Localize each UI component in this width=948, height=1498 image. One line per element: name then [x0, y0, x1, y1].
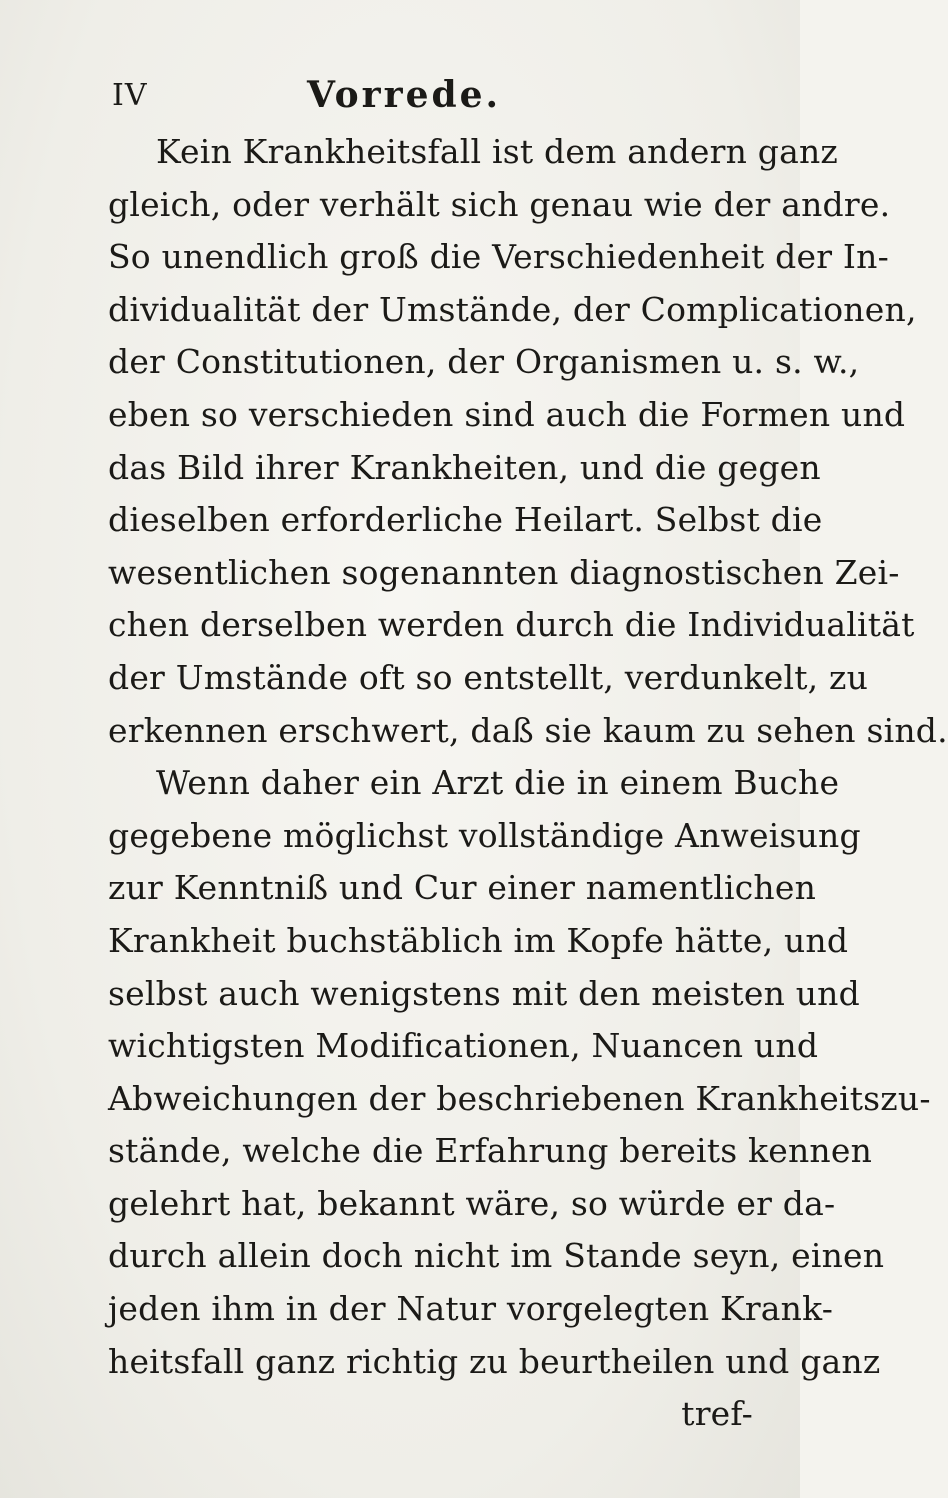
- text-line: selbst auch wenigstens mit den meisten und: [108, 973, 860, 1013]
- text-line: dividualität der Umstände, der Complicationen,: [108, 289, 917, 329]
- text-line: das Bild ihrer Krankheiten, und die gegen: [108, 447, 821, 487]
- text-line: gleich, oder verhält sich genau wie der andre.: [108, 184, 891, 224]
- text-line: So unendlich groß die Verschiedenheit der In-: [108, 237, 889, 277]
- page-number: IV: [112, 78, 148, 113]
- text-line: Kein Krankheitsfall ist dem andern ganz: [156, 132, 838, 171]
- text-line: heitsfall ganz richtig zu beurtheilen und ganz: [108, 1341, 881, 1381]
- text-line: zur Kenntniß und Cur einer namentlichen: [108, 868, 817, 908]
- text-line: eben so verschieden sind auch die Formen und: [108, 394, 906, 434]
- text-line: chen derselben werden durch die Individualität: [108, 605, 915, 645]
- text-line: stände, welche die Erfahrung bereits kennen: [108, 1131, 873, 1171]
- text-line: Wenn daher ein Arzt die in einem Buche: [156, 763, 840, 803]
- text-line: wichtigsten Modificationen, Nuancen und: [108, 1026, 819, 1066]
- text-line: gelehrt hat, bekannt wäre, so würde er da-: [108, 1183, 836, 1223]
- text-line: Krankheit buchstäblich im Kopfe hätte, und: [108, 920, 849, 960]
- text-line: der Umstände oft so entstellt, verdunkelt, zu: [108, 657, 869, 697]
- body-text: [108, 126, 948, 1441]
- running-title: Vorrede.: [307, 74, 502, 116]
- text-line: Abweichungen der beschriebenen Krankheitszu-: [108, 1078, 931, 1118]
- page-header: [112, 74, 772, 128]
- text-line: gegebene möglichst vollständige Anweisung: [108, 815, 861, 855]
- text-line: der Constitutionen, der Organismen u. s. w.,: [108, 342, 860, 382]
- text-line: durch allein doch nicht im Stande seyn, einen: [108, 1236, 885, 1276]
- text-line: wesentlichen sogenannten diagnostischen Zei-: [108, 552, 900, 592]
- text-line: erkennen erschwert, daß sie kaum zu sehen sind.: [108, 710, 948, 750]
- catchword: tref-: [681, 1394, 753, 1434]
- text-line: dieselben erforderliche Heilart. Selbst die: [108, 500, 823, 540]
- text-line: jeden ihm in der Natur vorgelegten Krank-: [108, 1289, 834, 1329]
